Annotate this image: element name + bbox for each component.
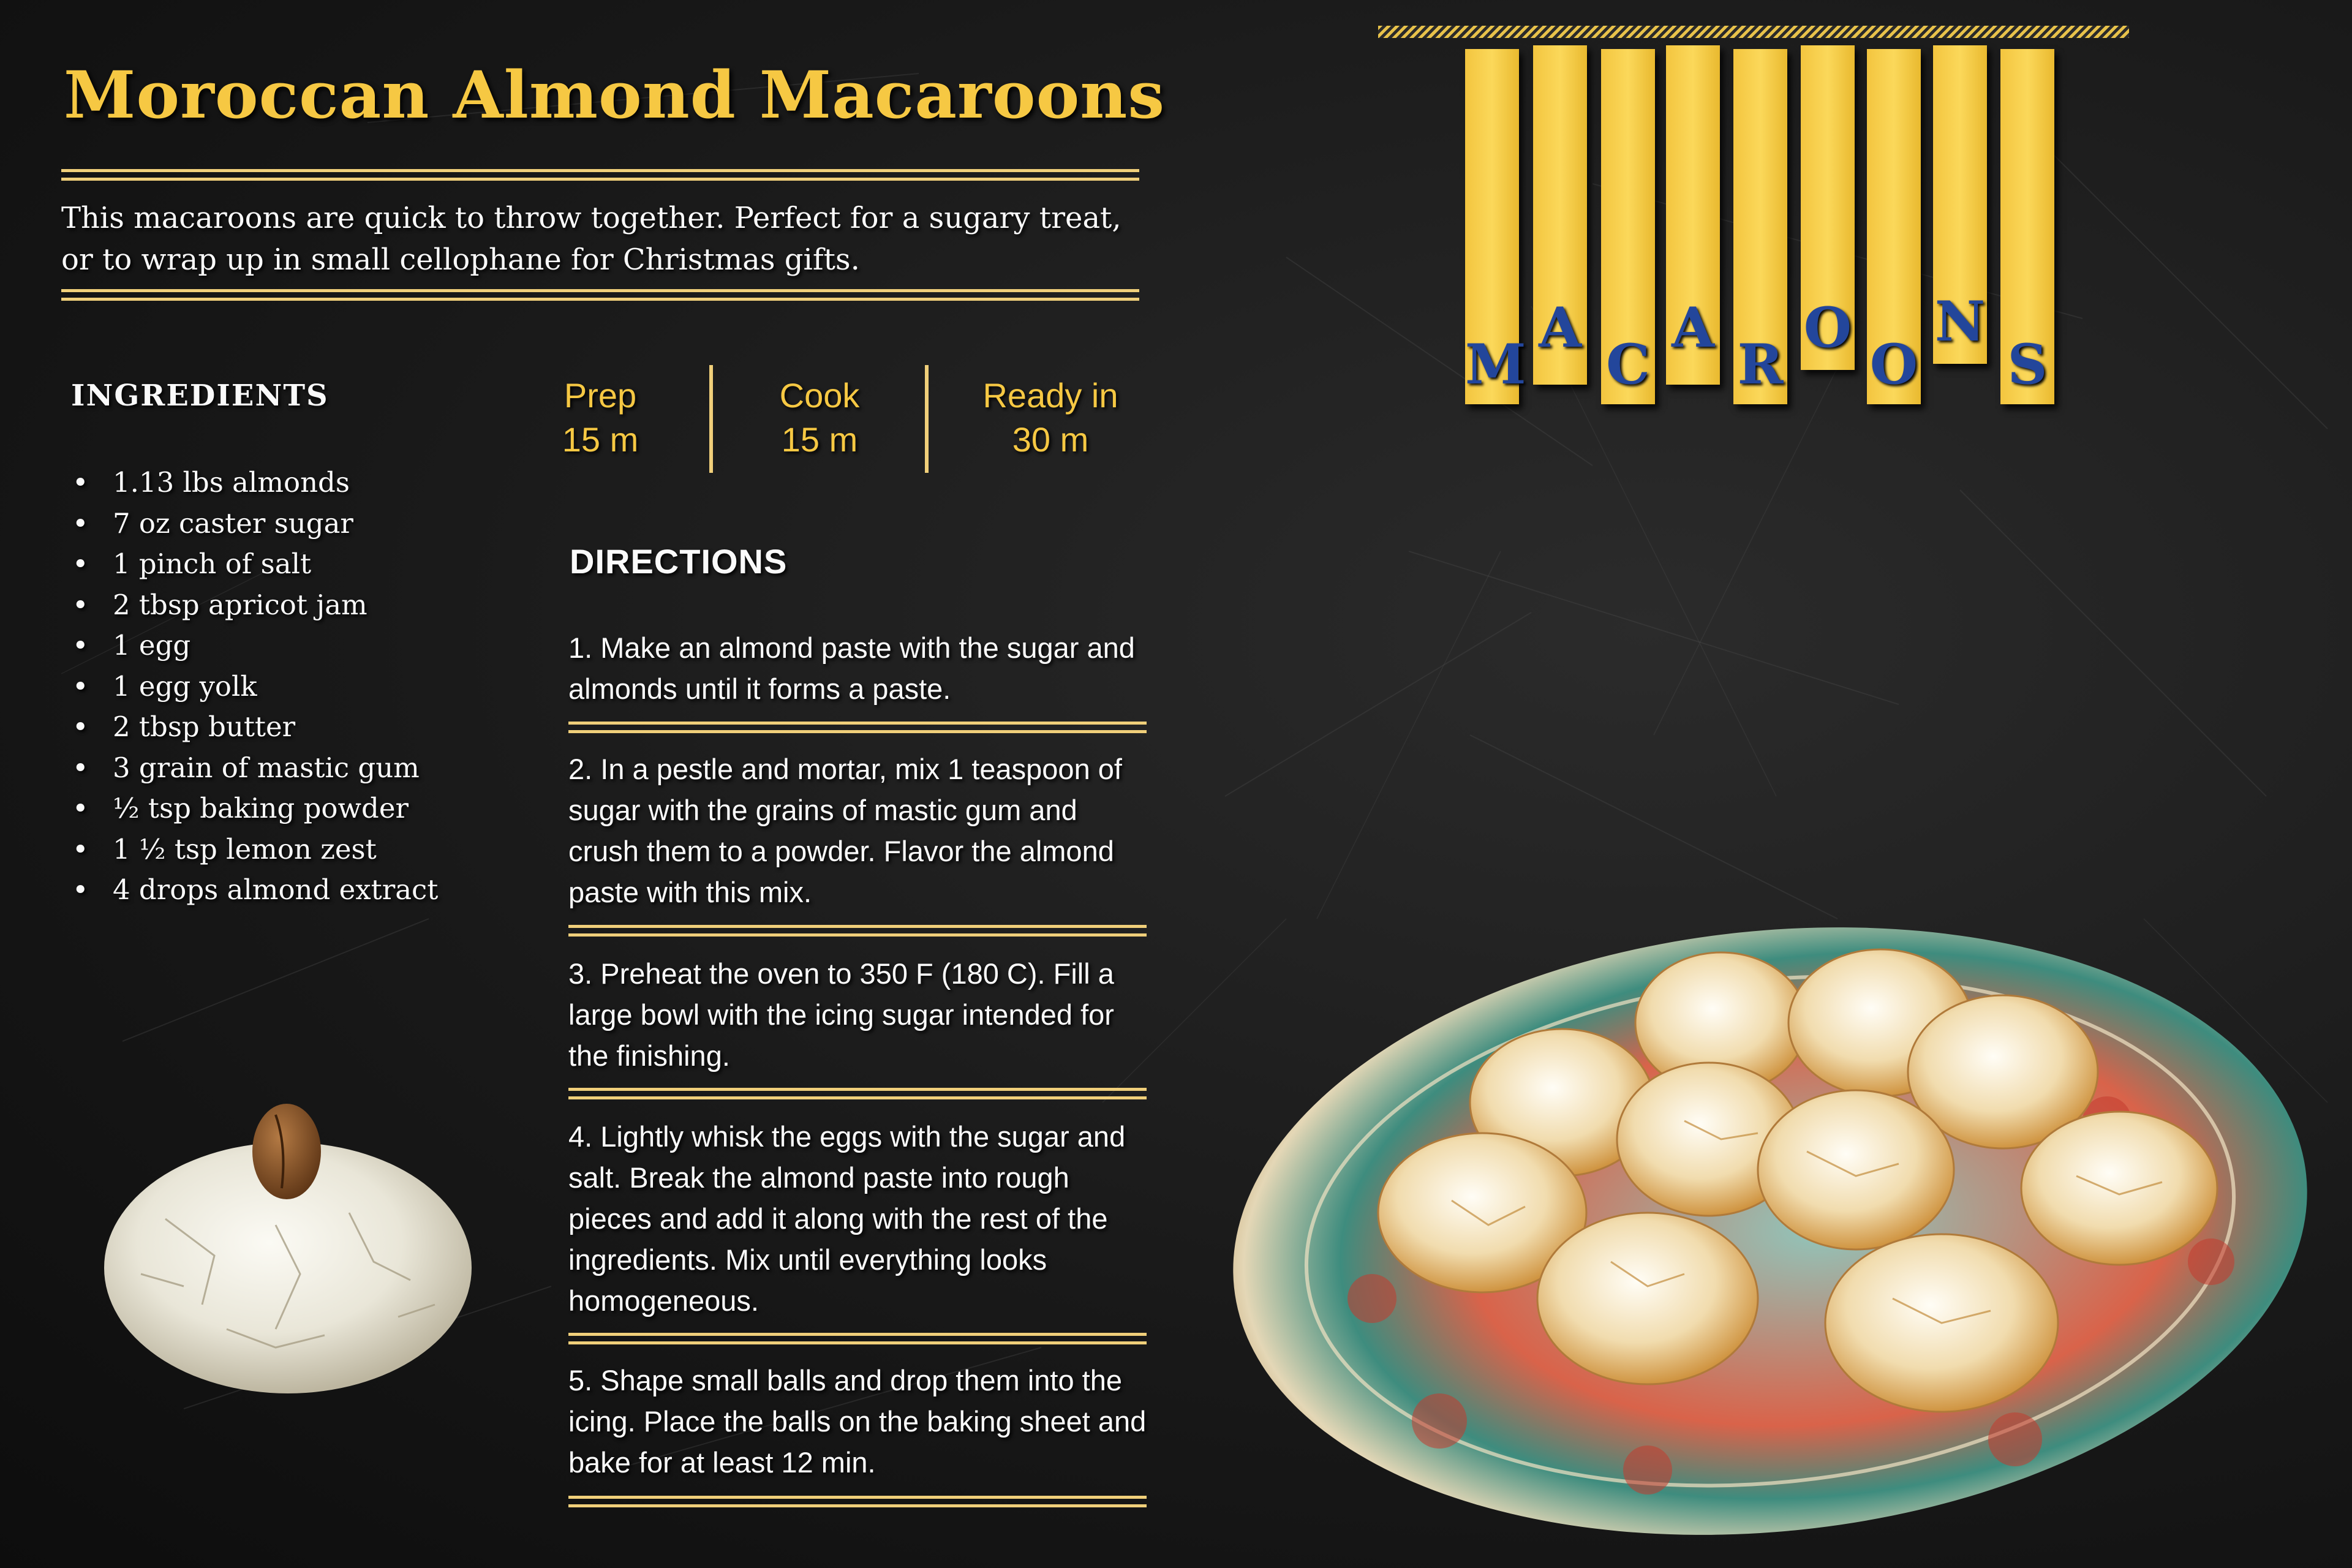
ready-time	[956, 374, 1145, 472]
time-divider	[925, 365, 929, 473]
ingredient-item: • 2 tbsp apricot jam	[72, 585, 438, 626]
ingredient-item: • 1 egg	[72, 625, 438, 666]
step-rule	[568, 722, 1147, 725]
banner-letter: O	[1869, 332, 1918, 397]
step-rule	[568, 1341, 1147, 1344]
recipe-title: Moroccan Almond Macaroons	[64, 56, 1166, 133]
step-rule	[568, 730, 1147, 733]
recipe-intro: This macaroons are quick to throw together. Perfect for a sugary treat, or to wrap up in small cellophane for Christmas gifts.	[61, 201, 1121, 277]
cook-time-label: Cook	[779, 376, 860, 415]
banner-letter: M	[1465, 332, 1526, 397]
intro-rule	[61, 298, 1139, 301]
banner-letter: R	[1737, 332, 1784, 397]
ingredient-item: • 3 grain of mastic gum	[72, 748, 438, 789]
step-rule	[568, 1096, 1147, 1099]
direction-step: 2. In a pestle and mortar, mix 1 teaspoon of sugar with the grains of mastic gum and crush them to a powder. Flavor the almond paste with this mix.	[568, 753, 1122, 908]
single-macaroon-image	[92, 1072, 484, 1403]
ingredient-item: • 1 ½ tsp lemon zest	[72, 829, 438, 870]
ready-time-value: 30 m	[1012, 420, 1089, 459]
step-rule	[568, 1496, 1147, 1499]
direction-step: 4. Lightly whisk the eggs with the sugar and salt. Break the almond paste into rough pieces and add it along with the rest of the ingredients. Mix until everything looks homogeneous.	[568, 1120, 1126, 1317]
ingredient-item: • 1 egg yolk	[72, 666, 438, 707]
directions-heading: DIRECTIONS	[570, 542, 788, 581]
prep-time	[539, 374, 662, 472]
step-rule	[568, 933, 1147, 937]
title-rule	[61, 178, 1139, 181]
banner-letter: N	[1934, 289, 1986, 354]
banner-letter: O	[1803, 295, 1852, 360]
cook-time	[758, 374, 881, 472]
banner-letter: S	[2007, 332, 2048, 397]
banner-letter: A	[1539, 295, 1581, 360]
prep-time-value: 15 m	[562, 420, 639, 459]
prep-time-label: Prep	[564, 376, 637, 415]
banner-hatch-bar	[1378, 26, 2129, 38]
ingredients-list	[72, 462, 438, 911]
step-rule	[568, 925, 1147, 928]
step-rule	[568, 1504, 1147, 1507]
banner-letter: C	[1606, 332, 1650, 397]
title-rule	[61, 169, 1139, 172]
macaroons-banner	[1378, 26, 2138, 418]
ingredient-item: • 2 tbsp butter	[72, 707, 438, 748]
direction-step: 1. Make an almond paste with the sugar and almonds until it forms a paste.	[568, 631, 1135, 705]
ingredient-item: • 4 drops almond extract	[72, 870, 438, 911]
ingredient-item: • 1 pinch of salt	[72, 544, 438, 585]
intro-rule	[61, 289, 1139, 292]
ingredients-heading: INGREDIENTS	[71, 379, 329, 413]
direction-step: 5. Shape small balls and drop them into the icing. Place the balls on the baking sheet and bake for at least 12 min.	[568, 1364, 1147, 1479]
banner-letter: A	[1672, 295, 1714, 360]
ingredient-item: • ½ tsp baking powder	[72, 788, 438, 829]
macaroon-plate-image	[1219, 919, 2315, 1537]
ingredient-item: • 7 oz caster sugar	[72, 503, 438, 545]
step-rule	[568, 1333, 1147, 1336]
direction-step: 3. Preheat the oven to 350 F (180 C). Fill a large bowl with the icing sugar intended for the finishing.	[568, 957, 1114, 1072]
time-divider	[709, 365, 713, 473]
cook-time-value: 15 m	[781, 420, 858, 459]
ingredient-item: • 1.13 lbs almonds	[72, 462, 438, 503]
step-rule	[568, 1088, 1147, 1091]
ready-time-label: Ready in	[982, 376, 1118, 415]
